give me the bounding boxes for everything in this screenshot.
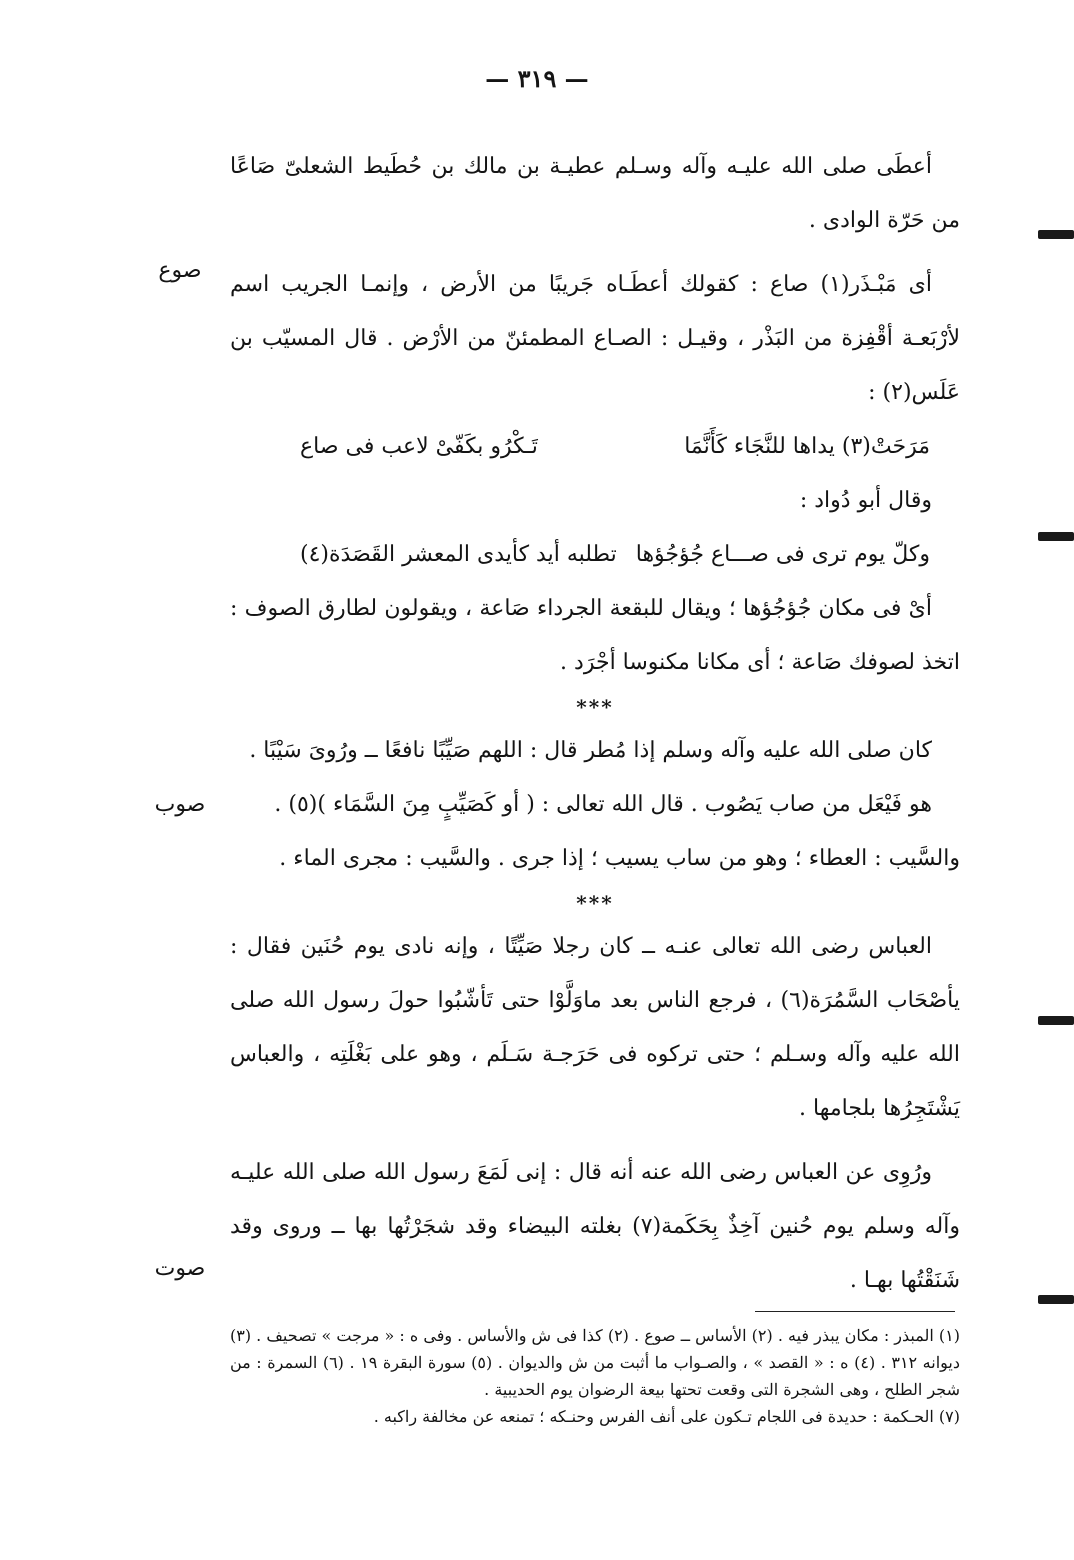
scan-edge-mark <box>1038 532 1074 541</box>
paragraph: كان صلى الله عليه وآله وسلم إذا مُطر قال : اللهم صَيِّبًا نافعًا ــ ورُوىَ سَيْبًا . <box>249 738 932 763</box>
paragraph: أىْ فى مكان جُؤجُؤها ؛ ويقال للبقعة الجرداء صَاعة ، ويقولون لطارق الصوف : اتخذ لصوفك صَاعة ؛ أى مكانا مكنوسا أجْرَد . <box>230 596 960 675</box>
verse-line <box>230 420 960 474</box>
paragraph: هو فَيْعَل من صاب يَصُوب . قال الله تعالى : ( أو كَصَيِّبٍ مِنَ السَّمَاء )(٥) . <box>274 792 932 817</box>
verse-hemistich: وكلّ يوم ترى فى صـــاع جُؤجُؤها <box>635 542 930 567</box>
scan-edge-mark <box>1038 1295 1074 1304</box>
scan-edge-mark <box>1038 230 1074 239</box>
verse-line <box>230 528 960 582</box>
paragraph: وقال أبو دُواد : <box>799 488 932 513</box>
footnote: (١) المبذر : مكان يبذر فيه . (٢) الأساس ــ صوع . (٢) كذا فى ش والأساس . وفى ه : « مرجت » تصحيف . (٣) ديوانه ٣١٢ . (٤) ه : « القصد » ، والصـواب ما أثبت من ش والديوان . (٥) سورة البقرة ١٩ . (٦) السمرة : من شجر الطلح ، وهى الشجرة التى وقعت تحتها بيعة الرضوان يوم الحديبية . <box>230 1326 961 1399</box>
section-separator: *** <box>576 695 614 719</box>
margin-root-word: صوت <box>154 1256 206 1281</box>
footnote: (٧) الحـكمة : حديدة فى اللجام تـكون على أنف الفرس وحنـكه ؛ تمنعه عن مخالفة راكبه . <box>373 1407 960 1426</box>
paragraph: أى مَبْـذَر(١) صاع : كقولك أعطَـاه جَريبًا من الأرض ، وإنمـا الجريب اسم لأرْبَعـة أقْفِزة من البَذْر ، وقيـل : الصـاع المطمئنّ من الأرْض . قال المسيّب بن عَلَس(٢) : <box>230 272 960 405</box>
main-text <box>230 140 960 1308</box>
verse-hemistich: تَـكْرُو بكَفّىْ لاعب فى صاع <box>300 434 538 459</box>
paragraph: والسَّيب : العطاء ؛ وهو من ساب يسيب ؛ إذا جرى . والسَّيب : مجرى الماء . <box>279 846 960 871</box>
verse-hemistich: مَرَحَتْ(٣) يداها للنَّجَاء كَأَنَّمَا <box>684 434 930 459</box>
margin-root-word: صوب <box>154 792 206 817</box>
footnote-rule <box>755 1311 955 1312</box>
paragraph: ورُوِى عن العباس رضى الله عنه أنه قال : إنى لَمَعَ رسول الله صلى الله عليـه وآله وسلم يوم حُنين آخِذٌ بِحَكَمة(٧) بغلته البيضاء وقد شجَرْتُها بها ــ وروى وقد شَنَقْتُها بهـا . <box>230 1160 960 1293</box>
paragraph: أعطَى صلى الله عليـه وآله وسـلم عطيـة بن مالك بن حُطَيط الشعلىّ صَاعًا من حَرّة الوادى . <box>230 154 960 233</box>
margin-root-word: صوع <box>158 258 202 283</box>
paragraph: العباس رضى الله تعالى عنـه ــ كان رجلا صَيِّتًا ، وإنه نادى يوم حُنَين فقال : يأصْحَاب السَّمُرَة(٦) ، فرجع الناس بعد ماوَلَّوْا حتى تَأشّبُوا حولَ رسول الله صلى الله عليه وآله وسـلم ؛ حتى تركوه فى حَرَجـة سَـلَم ، وهو على بَغْلَتِه ، والعباس يَشْتَجِرُها بلجامها . <box>230 934 960 1121</box>
verse-hemistich: تطلبه أيد كأيدى المعشر القَصَدَة(٤) <box>300 542 617 567</box>
section-separator: *** <box>576 891 614 915</box>
page-number: — ٣١٩ — <box>485 64 589 93</box>
footnotes <box>230 1322 960 1430</box>
scan-edge-mark <box>1038 1016 1074 1025</box>
